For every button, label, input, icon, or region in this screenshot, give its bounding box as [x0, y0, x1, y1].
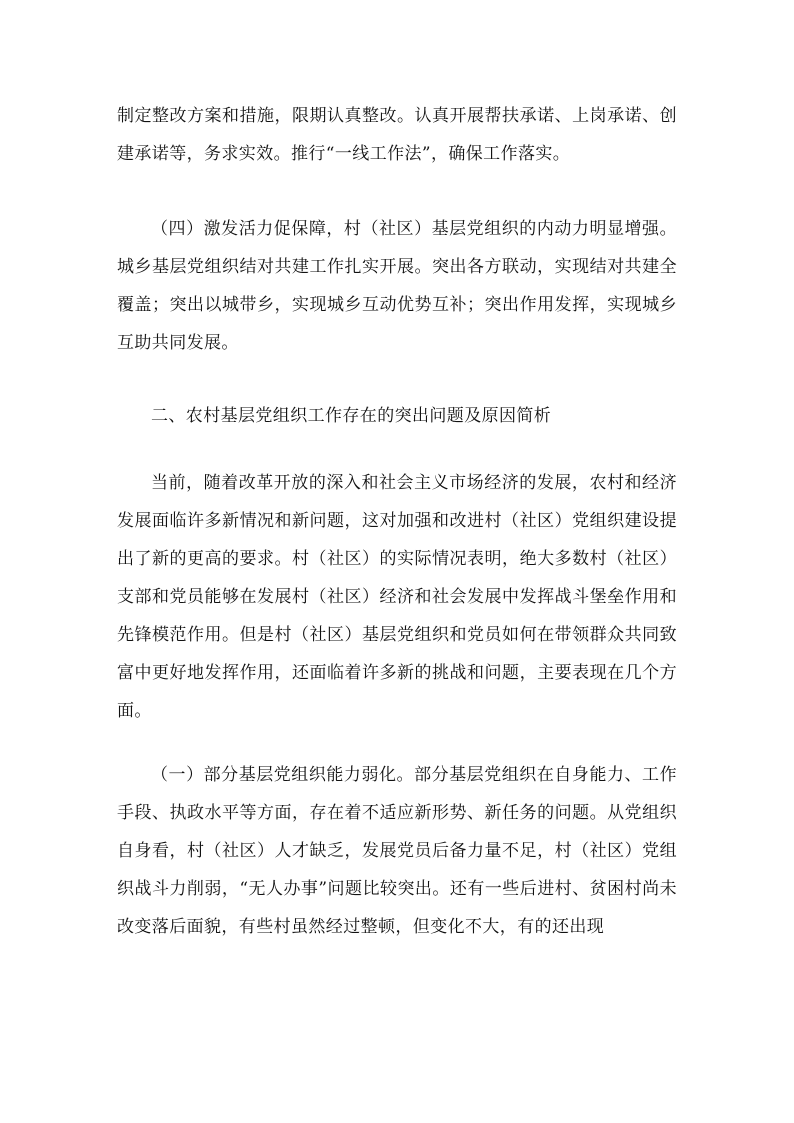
paragraph-section-four: （四）激发活力促保障，村（社区）基层党组织的内动力明显增强。城乡基层党组织结对共建工作扎实开展。突出各方联动，实现结对共建全覆盖；突出以城带乡，实现城乡互动优势互补；突出作用发挥，实现城乡互助共同发展。 [117, 219, 677, 353]
paragraph-continuation: 制定整改方案和措施，限期认真整改。认真开展帮扶承诺、上岗承诺、创建承诺等，务求实效。推行“一线工作法”，确保工作落实。 [117, 106, 677, 164]
paragraph-subsection-one: （一）部分基层党组织能力弱化。部分基层党组织在自身能力、工作手段、执政水平等方面，存在着不适应新形势、新任务的问题。从党组织自身看，村（社区）人才缺乏，发展党员后备力量不足，村（社区）党组织战斗力削弱，“无人办事”问题比较突出。还有一些后进村、贫困村尚未改变落后面貌，有些村虽然经过整顿，但变化不大，有的还出现 [117, 765, 677, 937]
paragraph-current-situation: 当前，随着改革开放的深入和社会主义市场经济的发展，农村和经济发展面临许多新情况和新问题，这对加强和改进村（社区）党组织建设提出了新的更高的要求。村（社区）的实际情况表明，绝大多数村（社区）支部和党员能够在发展村（社区）经济和社会发展中发挥战斗堡垒作用和先锋模范作用。但是村（社区）基层党组织和党员如何在带领群众共同致富中更好地发挥作用，还面临着许多新的挑战和问题，主要表现在几个方面。 [117, 473, 677, 721]
section-heading-two: 二、农村基层党组织工作存在的突出问题及原因简析 [151, 406, 552, 426]
